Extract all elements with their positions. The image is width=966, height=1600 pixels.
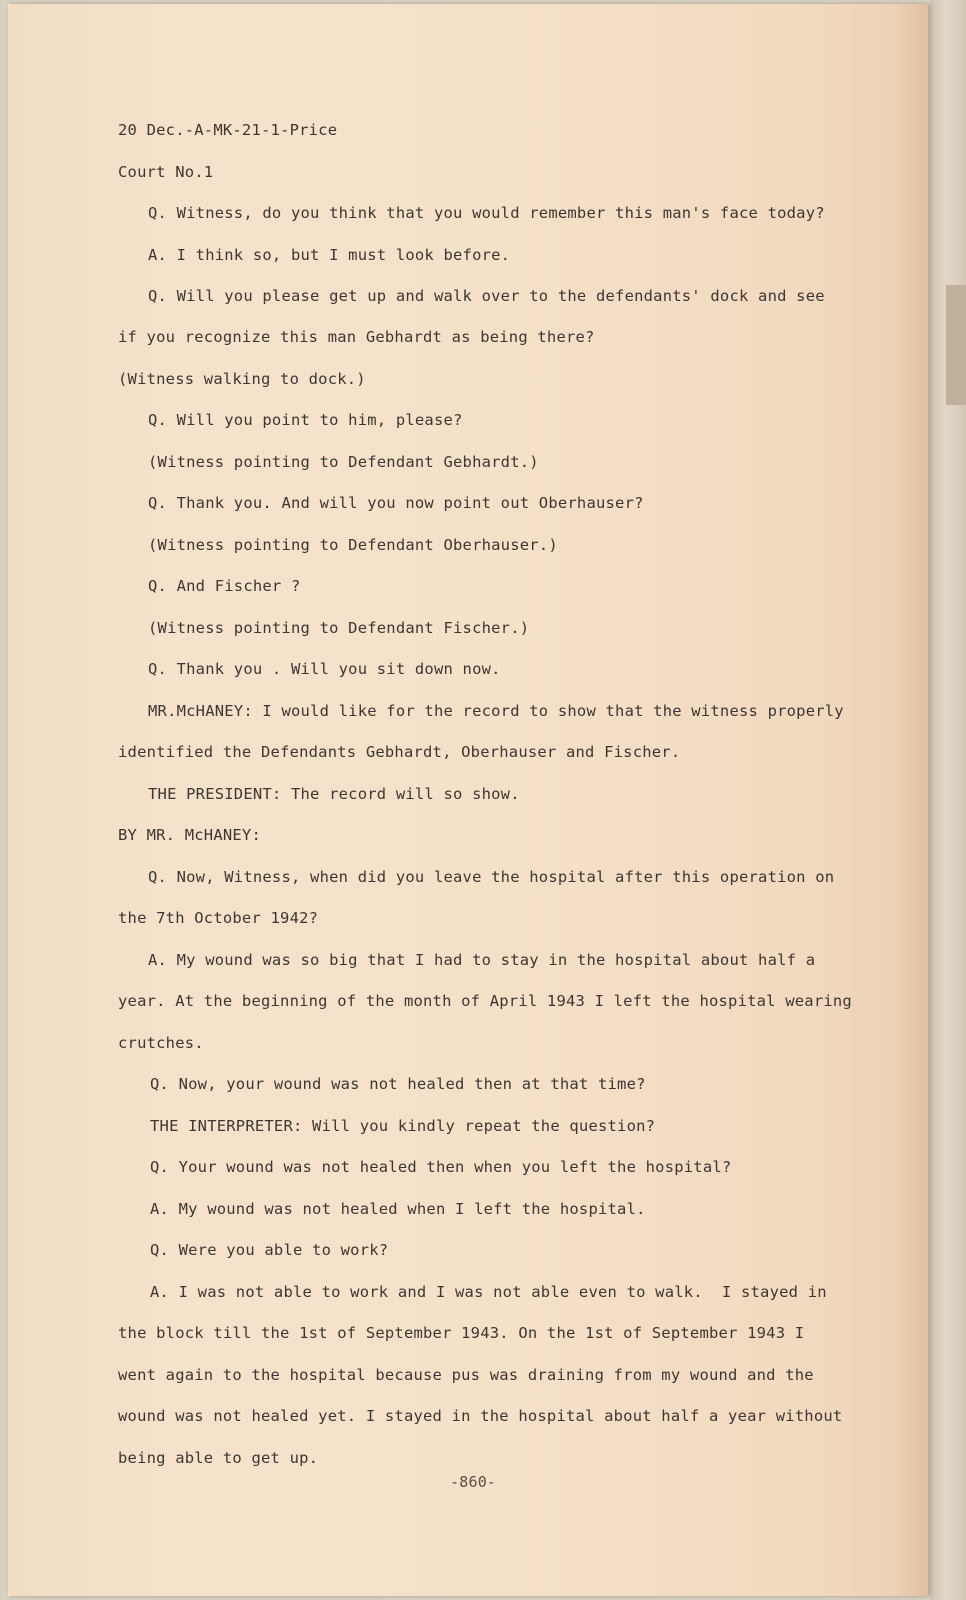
transcript-line: Q. Will you please get up and walk over to the defendants' dock and see: [148, 287, 825, 305]
transcript-line: the block till the 1st of September 1943. On the 1st of September 1943 I: [118, 1324, 805, 1342]
transcript-body: [8, 4, 928, 1596]
transcript-line: identified the Defendants Gebhardt, Oberhauser and Fischer.: [118, 743, 681, 761]
transcript-line: (Witness pointing to Defendant Fischer.): [148, 619, 530, 637]
transcript-line: A. My wound was so big that I had to stay in the hospital about half a: [148, 951, 816, 969]
transcript-line: (Witness pointing to Defendant Gebhardt.): [148, 453, 539, 471]
transcript-line: year. At the beginning of the month of April 1943 I left the hospital wearing: [118, 992, 852, 1010]
page-tab: [946, 285, 966, 405]
transcript-line: THE INTERPRETER: Will you kindly repeat the question?: [150, 1117, 656, 1135]
transcript-line: A. I was not able to work and I was not able even to walk. I stayed in: [150, 1283, 827, 1301]
transcript-line: A. My wound was not healed when I left the hospital.: [150, 1200, 646, 1218]
transcript-line: went again to the hospital because pus was draining from my wound and the: [118, 1366, 814, 1384]
transcript-line: being able to get up.: [118, 1449, 319, 1467]
transcript-line: Q. Your wound was not healed then when you left the hospital?: [150, 1158, 732, 1176]
transcript-line: Q. Were you able to work?: [150, 1241, 389, 1259]
transcript-line: (Witness pointing to Defendant Oberhauser.): [148, 536, 558, 554]
transcript-line: Q. Thank you. And will you now point out Oberhauser?: [148, 494, 644, 512]
transcript-line: MR.McHANEY: I would like for the record to show that the witness properly: [148, 702, 844, 720]
session-reference: 20 Dec.-A-MK-21-1-Price: [118, 121, 338, 139]
adjacent-page-edge: [930, 0, 966, 1600]
transcript-line: Q. Will you point to him, please?: [148, 411, 463, 429]
transcript-line: crutches.: [118, 1034, 204, 1052]
transcript-line: (Witness walking to dock.): [118, 370, 366, 388]
transcript-line: Q. Now, Witness, when did you leave the hospital after this operation on: [148, 868, 835, 886]
court-number: Court No.1: [118, 163, 214, 181]
transcript-line: Q. Now, your wound was not healed then at that time?: [150, 1075, 646, 1093]
transcript-line: BY MR. McHANEY:: [118, 826, 261, 844]
transcript-line: the 7th October 1942?: [118, 909, 319, 927]
transcript-line: THE PRESIDENT: The record will so show.: [148, 785, 520, 803]
transcript-line: wound was not healed yet. I stayed in the hospital about half a year without: [118, 1407, 843, 1425]
document-page: [8, 4, 928, 1596]
transcript-line: A. I think so, but I must look before.: [148, 246, 511, 264]
page-number: -860-: [450, 1473, 497, 1491]
transcript-line: Q. Thank you . Will you sit down now.: [148, 660, 501, 678]
transcript-line: Q. Witness, do you think that you would remember this man's face today?: [148, 204, 825, 222]
transcript-line: if you recognize this man Gebhardt as being there?: [118, 328, 595, 346]
transcript-line: Q. And Fischer ?: [148, 577, 301, 595]
